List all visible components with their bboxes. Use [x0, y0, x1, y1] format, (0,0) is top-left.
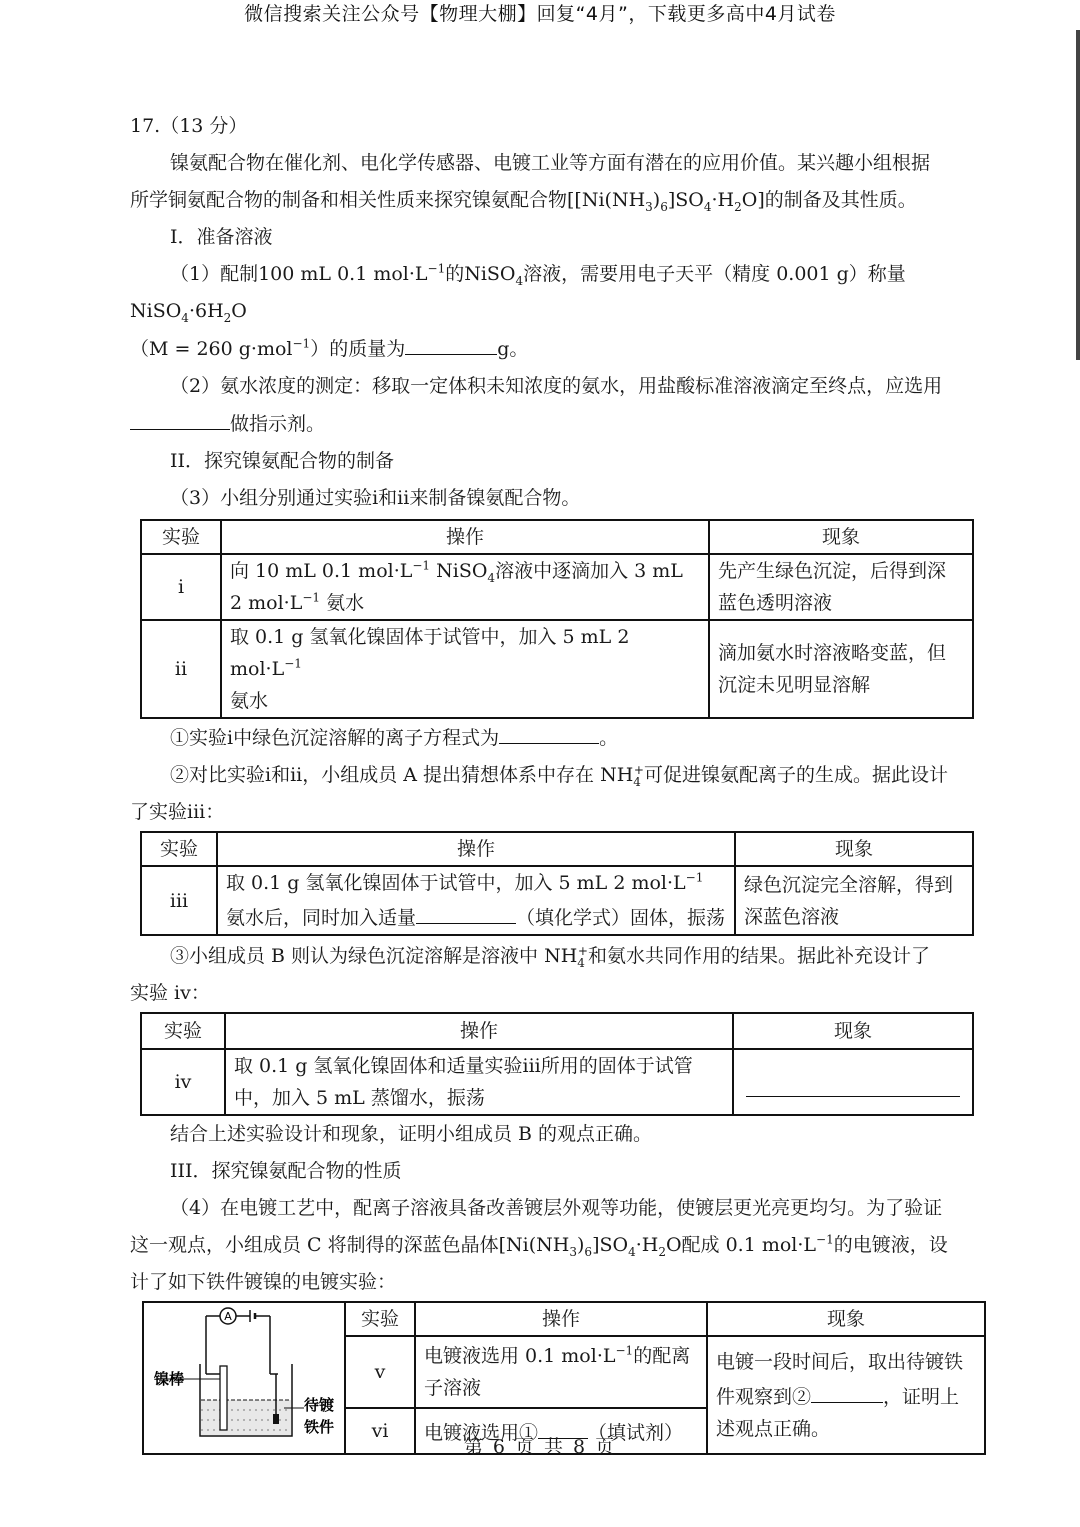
operation-cell: 电镀液选用① （填试剂） — [415, 1408, 707, 1454]
svg-text:待镀: 待镀 — [304, 1396, 335, 1414]
sub-question-3: ③小组成员 B 则认为绿色沉淀溶解是溶液中 $NH_4^+$和氨水共同作用的结果。据此补充设计了 — [170, 943, 930, 970]
section3-title: III．探究镍氨配合物的性质 — [170, 1160, 402, 1182]
table-header: 操作 — [225, 1013, 733, 1049]
phenomenon-cell — [733, 1049, 973, 1115]
experiment-id: vi — [345, 1408, 415, 1454]
q1-line: （1）配制100 mL 0.1 $mol\cdot L^{-1}$的NiSO$_4$溶液，需要用电子天平（精度 0.001 g）称量$NiSO_4\cdot 6H_2O$ — [130, 261, 906, 325]
answer-blank-observation[interactable] — [811, 1378, 883, 1403]
q4-line-1: （4）在电镀工艺中，配离子溶液具备改善镀层外观等功能，使镀层更光亮更均匀。为了验证 — [170, 1197, 943, 1219]
table-header: 操作 — [221, 520, 709, 554]
operation-cell: 取 0.1 g 氢氧化镍固体于试管中，加入 5 mL 2 $mol\cdot L^{-1}$ 氨水后，同时加入适量 （填化学式）固体，振荡 — [217, 866, 735, 935]
table-header: 操作 — [217, 832, 735, 866]
phenomenon-cell: 电镀一段时间后，取出待镀铁件观察到② ，证明上述观点正确。 — [707, 1336, 985, 1454]
question-body — [130, 108, 996, 1455]
experiment-id: iii — [141, 866, 217, 935]
table-header: 现象 — [709, 520, 973, 554]
q4-formula: $[Ni(NH_3)_6]SO_4\cdot H_2O$ — [498, 1234, 682, 1259]
table-header: 实验 — [141, 1013, 225, 1049]
q2-line: （2）氨水浓度的测定：移取一定体积未知浓度的氨水，用盐酸标准溶液滴定至终点，应选用 — [170, 375, 943, 397]
table-header: 实验 — [345, 1302, 415, 1336]
section2-title: II．探究镍氨配合物的制备 — [170, 450, 395, 472]
experiment-table-3 — [140, 1012, 974, 1116]
answer-blank-mass[interactable] — [405, 330, 497, 355]
svg-text:铁件: 铁件 — [304, 1418, 335, 1436]
experiment-id: v — [345, 1336, 415, 1408]
operation-cell: 取 0.1 g 氢氧化镍固体和适量实验iii所用的固体于试管中，加入 5 mL 蒸馏水，振荡 — [225, 1049, 733, 1115]
table-header: 实验 — [141, 832, 217, 866]
q3-line: （3）小组分别通过实验i和ii来制备镍氨配合物。 — [170, 487, 581, 509]
conclusion: 结合上述实验设计和现象，证明小组成员 B 的观点正确。 — [170, 1123, 653, 1145]
table-row — [141, 866, 973, 935]
experiment-id: i — [141, 554, 221, 620]
q4-line-2: 这一观点，小组成员 C 将制得的深蓝色晶体$[Ni(NH_3)_6]SO_4\cdot H_2O$配成 0.1 $mol\cdot L^{-1}$的电镀液，设 — [130, 1232, 948, 1259]
answer-blank-phenomenon[interactable] — [746, 1068, 960, 1097]
table-header: 现象 — [735, 832, 973, 866]
nickel-rod-icon — [220, 1366, 227, 1430]
question-number: 17.（13 分） — [130, 115, 248, 137]
table-header: 操作 — [415, 1302, 707, 1336]
operation-cell: 取 0.1 g 氢氧化镍固体于试管中，加入 5 mL 2 $mol\cdot L^{-1}$ 氨水 — [221, 620, 709, 718]
q2-line-2: 做指示剂。 — [130, 405, 996, 443]
phenomenon-cell: 滴加氨水时溶液略变蓝，但沉淀未见明显溶解 — [709, 620, 973, 718]
svg-text:A: A — [224, 1310, 232, 1323]
answer-blank-formula[interactable] — [416, 899, 516, 924]
table-row — [141, 554, 973, 620]
experiment-table-2 — [140, 831, 974, 936]
sub-question-2-cont: 了实验iii： — [130, 801, 225, 823]
intro-formula: $[Ni(NH_3)_6]SO_4\cdot H_2O$ — [574, 189, 758, 214]
scan-edge — [1076, 30, 1080, 360]
experiment-id: iv — [141, 1049, 225, 1115]
sub-question-1: ①实验i中绿色沉淀溶解的离子方程式为 。 — [130, 719, 996, 757]
answer-blank-indicator[interactable] — [130, 405, 230, 430]
table-row — [141, 1049, 973, 1115]
operation-cell: 电镀液选用 0.1 $mol\cdot L^{-1}$的配离子溶液 — [415, 1336, 707, 1408]
q4-line-3: 计了如下铁件镀镍的电镀实验： — [130, 1271, 397, 1293]
operation-cell: 向 10 mL 0.1 $mol\cdot L^{-1}$ NiSO$_4$溶液中逐滴加入 3 mL 2 $mol\cdot L^{-1}$ 氨水 — [221, 554, 709, 620]
phenomenon-cell: 先产生绿色沉淀，后得到深蓝色透明溶液 — [709, 554, 973, 620]
intro-line-1: 镍氨配合物在催化剂、电化学传感器、电镀工业等方面有潜在的应用价值。某兴趣小组根据 — [170, 152, 931, 174]
svg-text:镍棒: 镍棒 — [154, 1370, 185, 1388]
phenomenon-cell: 绿色沉淀完全溶解，得到深蓝色溶液 — [735, 866, 973, 935]
sub-question-3-cont: 实验 iv： — [130, 982, 210, 1004]
q1-line-2: （M = 260 g·mol$^{-1}$）的质量为 g。 — [130, 330, 996, 368]
sub-question-2: ②对比实验i和ii，小组成员 A 提出猜想体系中存在 $NH_4^+$可促进镍氨配离子的生成。据此设计 — [170, 762, 948, 789]
intro-line-2: 所学铜氨配合物的制备和相关性质来探究镍氨配合物$[[Ni(NH_3)_6]SO_4\cdot H_2O]$的制备及其性质。 — [130, 189, 917, 214]
table-header: 现象 — [707, 1302, 985, 1336]
table-row — [141, 620, 973, 718]
experiment-table-1 — [140, 519, 974, 719]
table-header: 现象 — [733, 1013, 973, 1049]
watermark-header: 微信搜索关注公众号【物理大棚】回复“4月”，下载更多高中4月试卷 — [244, 3, 836, 25]
experiment-id: ii — [141, 620, 221, 718]
page-footer: 第 6 页 共 8 页 — [463, 1436, 617, 1458]
section1-title: I．准备溶液 — [170, 226, 273, 248]
answer-blank-equation[interactable] — [499, 719, 599, 744]
table-header: 实验 — [141, 520, 221, 554]
